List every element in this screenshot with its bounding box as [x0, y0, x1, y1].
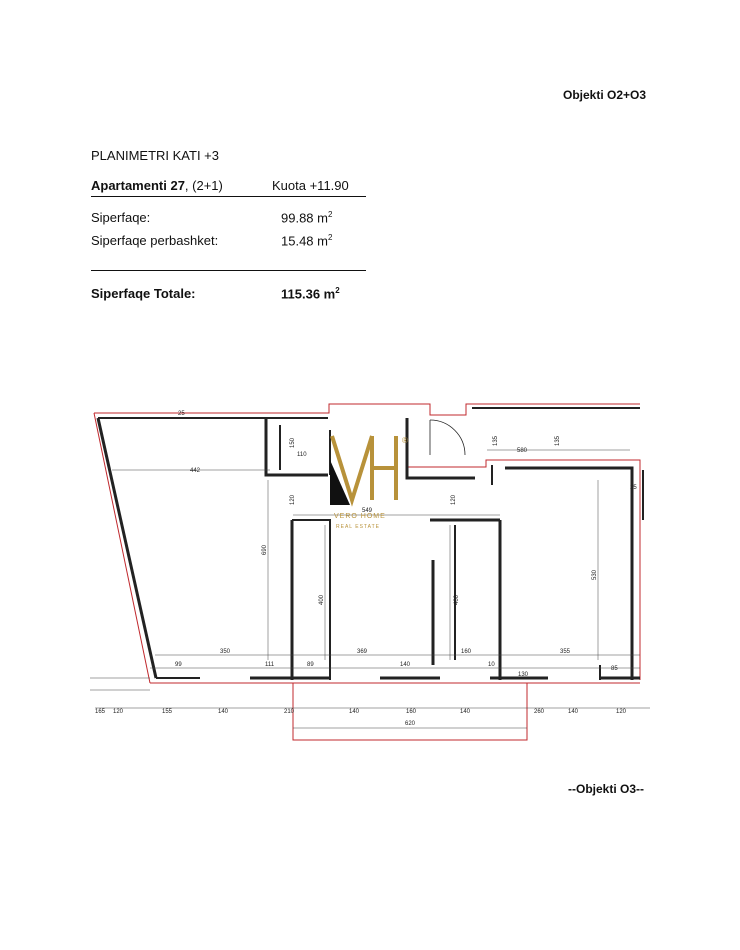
dim-label: 25 [630, 485, 637, 491]
dim-label: 10 [488, 662, 495, 668]
logo-line2: REAL ESTATE [336, 524, 380, 530]
dim-label: 442 [190, 468, 201, 474]
dim-label: 690 [262, 544, 268, 555]
dim-label: 85 [611, 666, 618, 672]
dim-label: 120 [451, 494, 457, 505]
apartment-type: , (2+1) [184, 178, 223, 193]
vero-home-logo [330, 436, 408, 530]
area-value: 99.88 $m^2$ [281, 210, 333, 226]
kuota-level: Kuota +11.90 [272, 178, 349, 193]
dim-label: 135 [493, 435, 499, 446]
dim-label: 120 [113, 709, 124, 715]
dim-label: 140 [568, 709, 579, 715]
logo-registered-mark: ® [402, 436, 408, 445]
total-area-label: Siperfaqe Totale: [91, 286, 196, 301]
dim-label: 135 [555, 435, 561, 446]
logo-line1: VERO HOME [334, 513, 386, 520]
dim-label: 140 [460, 709, 471, 715]
dim-label: 140 [218, 709, 229, 715]
dim-label: 130 [518, 672, 529, 678]
dim-label: 25 [178, 411, 185, 417]
dim-label: 89 [307, 662, 314, 668]
dim-label: 160 [461, 649, 472, 655]
dim-label: 549 [362, 508, 373, 514]
dim-label: 120 [616, 709, 627, 715]
object-label: Objekti O2+O3 [563, 88, 647, 102]
dim-label: 260 [534, 709, 545, 715]
dim-label: 150 [290, 437, 296, 448]
dim-label: 120 [290, 494, 296, 505]
dim-label: 400 [319, 594, 325, 605]
area-label: Siperfaqe: [91, 210, 151, 225]
apartment-name: Apartamenti 27 [91, 178, 185, 193]
logo-h-mark [372, 436, 396, 500]
dim-label: 99 [175, 662, 182, 668]
dim-label: 160 [406, 709, 417, 715]
dim-label: 350 [220, 649, 231, 655]
plan-title: PLANIMETRI KATI +3 [91, 148, 219, 163]
dim-label: 110 [297, 452, 307, 458]
dim-label: 620 [405, 721, 416, 727]
dim-label: 580 [517, 448, 528, 454]
door-swing [430, 420, 465, 455]
dim-label: 165 [95, 709, 106, 715]
dim-label: 530 [592, 569, 598, 580]
dim-label: 111 [265, 662, 275, 668]
dim-label: 210 [284, 709, 295, 715]
dim-label: 369 [357, 649, 368, 655]
dim-label: 140 [349, 709, 360, 715]
dim-label: 355 [560, 649, 571, 655]
common-area-value: 15.48 $m^2$ [281, 233, 333, 249]
dim-label: 140 [400, 662, 411, 668]
common-area-label: Siperfaqe perbashket: [91, 233, 219, 248]
footer-object-label: --Objekti O3-- [568, 782, 645, 796]
dim-label: 400 [454, 594, 460, 605]
total-area-value: 115.36 $m^2$ [281, 286, 340, 302]
dim-label: 155 [162, 709, 173, 715]
